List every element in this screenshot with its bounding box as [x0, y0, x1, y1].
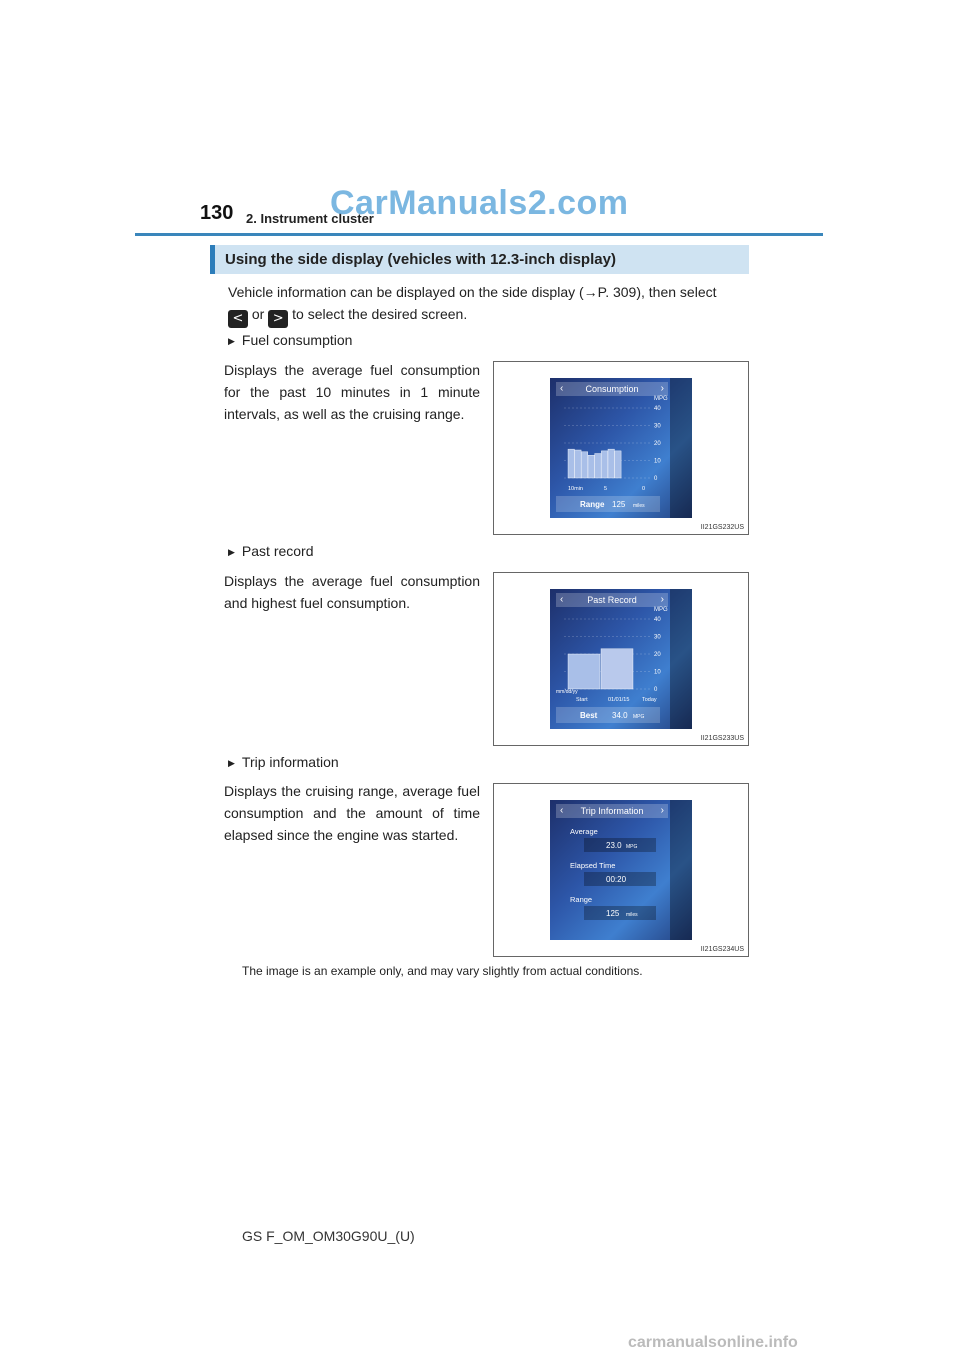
date-format-label: mm/dd/yy [556, 689, 578, 695]
x-tick-label: 5 [604, 486, 608, 492]
screen-title: Consumption [585, 384, 639, 394]
figure-code: II21GS234US [700, 946, 744, 953]
figure-code: II21GS232US [700, 524, 744, 531]
y-tick-label: 30 [654, 423, 661, 430]
previous-screen-button-icon: < [228, 310, 248, 328]
data-bar [601, 649, 633, 689]
data-bar [595, 454, 601, 479]
chevron-right-icon: › [660, 383, 664, 394]
x-tick-label: Today [642, 697, 657, 703]
intro-text-before: Vehicle information can be displayed on the side display ( [228, 284, 584, 300]
figure-past-record [493, 572, 749, 746]
or-text: or [251, 306, 265, 322]
bullet-title: Past record [241, 543, 314, 559]
trip-row-label: Elapsed Time [570, 861, 616, 870]
watermark-logo: CarManuals2.com [330, 184, 629, 222]
data-bar [575, 450, 581, 478]
footer-value: 34.0 [612, 711, 628, 720]
y-tick-label: 0 [654, 687, 658, 693]
section-heading-bar [210, 245, 749, 274]
trip-value-box [584, 906, 656, 920]
footer-value: 125 [612, 500, 626, 509]
figure-caption: The image is an example only, and may vary slightly from actual conditions. [242, 964, 643, 978]
trip-row-value: 00:20 [606, 875, 627, 884]
footer-bar [556, 707, 660, 723]
page-number: 130 [200, 202, 234, 224]
data-bar [588, 455, 594, 478]
bullet-fuel-consumption [228, 332, 352, 348]
screen-title: Past Record [587, 595, 637, 605]
section-heading: Using the side display (vehicles with 12.3-inch display) [225, 251, 616, 268]
chevron-left-icon: ‹ [560, 383, 564, 394]
trip-row-label: Average [570, 827, 598, 836]
x-tick-label: 10min [568, 486, 583, 492]
data-bar [601, 451, 607, 478]
trip-row-unit: MPG [626, 844, 638, 850]
side-display-screen [550, 800, 692, 940]
bullet-triangle-icon: ▶ [228, 336, 235, 346]
data-bar [568, 654, 600, 689]
side-display-screen [550, 378, 692, 518]
y-tick-label: 10 [654, 458, 661, 465]
figure-code: II21GS233US [700, 735, 744, 742]
footer-unit: miles [633, 503, 645, 509]
y-tick-label: 40 [654, 617, 661, 623]
footer-label: Range [580, 500, 605, 509]
x-tick-label: 01/01/15 [608, 697, 630, 703]
data-bar [581, 452, 587, 478]
intro-paragraph [228, 281, 758, 328]
trip-row-value: 125 [606, 909, 620, 918]
y-tick-label: 0 [654, 476, 658, 482]
y-tick-label: 40 [654, 406, 661, 412]
y-tick-label: 20 [654, 441, 661, 447]
trip-row-value: 23.0 [606, 841, 622, 850]
data-bar [615, 451, 621, 478]
y-tick-label: 20 [654, 652, 661, 658]
screen-title: Trip Information [580, 806, 644, 816]
trip-row-label: Range [570, 895, 593, 904]
bullet-triangle-icon: ▶ [228, 758, 235, 768]
unit-label: MPG [654, 607, 668, 613]
bullet-trip-information [228, 754, 339, 770]
bullet-title: Fuel consumption [241, 332, 353, 348]
watermark-footer: carmanualsonline.info [628, 1334, 798, 1351]
past-record-description: Displays the average fuel consumption and highest fuel consumption. [224, 573, 480, 611]
figure-fuel-consumption [493, 361, 749, 535]
chevron-left-icon: ‹ [560, 805, 564, 816]
footer-label: Best [580, 711, 598, 720]
figure-trip-information [493, 783, 749, 957]
x-tick-label: 0 [642, 486, 646, 492]
chevron-right-icon: › [660, 594, 664, 605]
data-bar [608, 449, 614, 478]
footer-code: GS F_OM_OM30G90U_(U) [242, 1228, 415, 1244]
footer-unit: MPG [633, 714, 645, 720]
chevron-left-icon: ‹ [560, 594, 564, 605]
y-tick-label: 30 [654, 634, 661, 641]
intro-text-after: to select the desired screen. [292, 306, 468, 322]
bullet-past-record [228, 543, 314, 559]
y-tick-label: 10 [654, 669, 661, 676]
header-rule [135, 233, 823, 236]
chevron-right-icon: › [660, 805, 664, 816]
trip-information-description: Displays the cruising range, average fuel consumption and the amount of time elapsed since the engine was started. [224, 783, 480, 843]
unit-label: MPG [654, 396, 668, 402]
data-bar [568, 449, 574, 478]
fuel-consumption-description: Displays the average fuel consumption for the past 10 minutes in 1 minute intervals, as well as the cruising range. [224, 362, 480, 422]
side-display-screen [550, 589, 692, 729]
next-screen-button-icon: > [268, 310, 288, 328]
x-tick-label: Start [576, 697, 588, 703]
arrow-icon: → [583, 284, 598, 300]
bullet-title: Trip information [241, 754, 339, 770]
section-title: 2. Instrument cluster [246, 211, 374, 226]
past-record-chart [550, 589, 692, 729]
trip-row-unit: miles [626, 912, 638, 918]
trip-info-panel [550, 800, 692, 940]
consumption-chart [550, 378, 692, 518]
page-reference: P. 309), then select [597, 284, 717, 300]
bullet-triangle-icon: ▶ [228, 547, 235, 557]
